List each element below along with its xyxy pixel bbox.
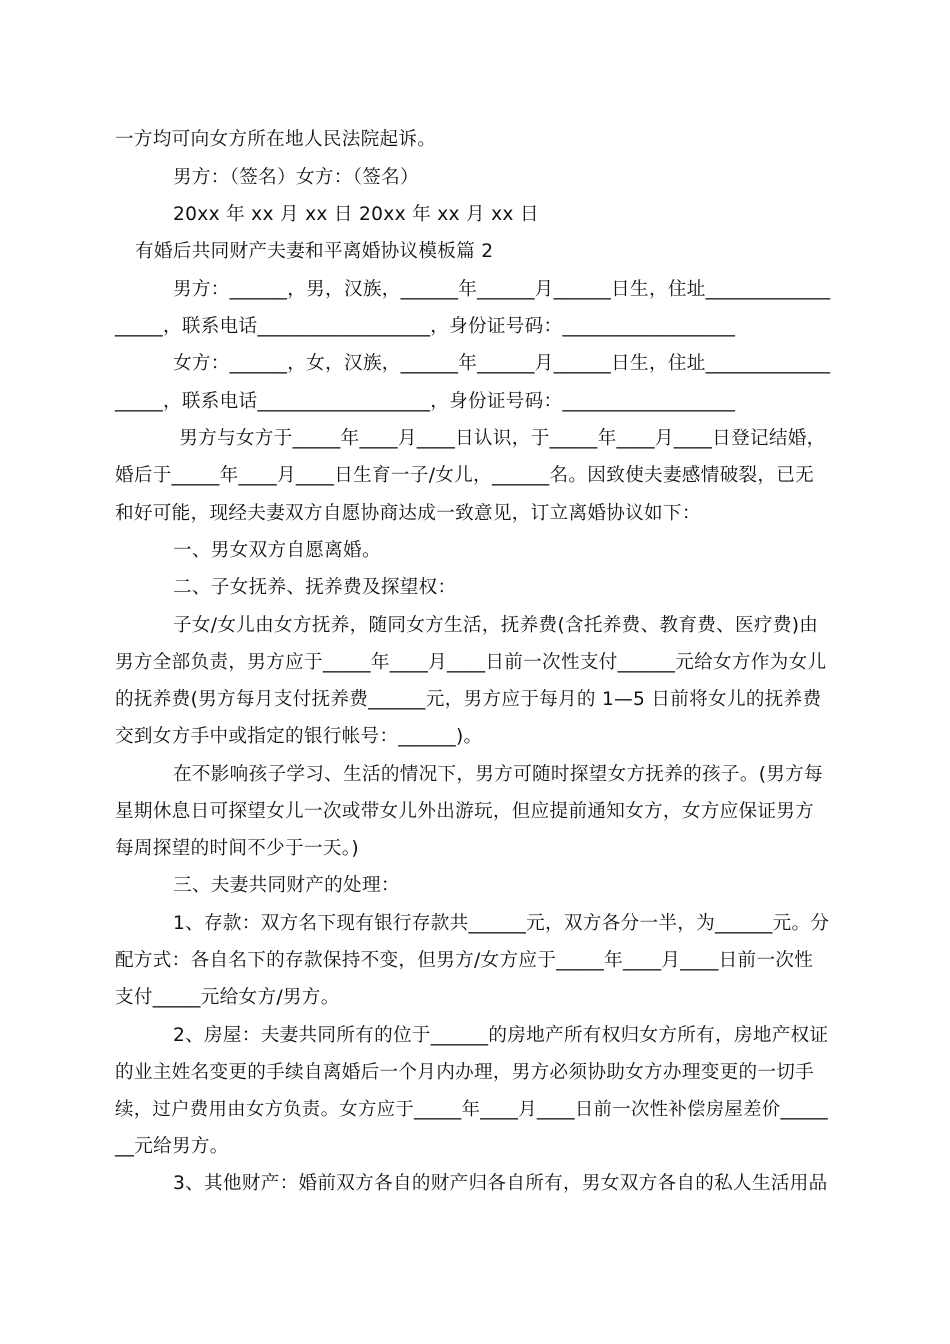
text-line: 男方全部负责，男方应于_____年____月____日前一次性支付______元给女方作为女儿 — [115, 652, 827, 673]
signature-line: 男方：（签名）女方：（签名） — [173, 167, 419, 188]
text-line: __元给男方。 — [115, 1136, 229, 1157]
text-line: _____，联系电话__________________，身份证号码：__________________ — [115, 391, 736, 412]
date-line: 20xx 年 xx 月 xx 日 20xx 年 xx 月 xx 日 — [173, 204, 539, 225]
section-title: 有婚后共同财产夫妻和平离婚协议模板篇 2 — [135, 241, 494, 262]
text-line: 婚后于_____年____月____日生育一子/女儿，______名。因致使夫妻感情破裂，已无 — [115, 465, 815, 486]
text-line: 3、其他财产：婚前双方各自的财产归各自所有，男女双方各自的私人生活用品 — [173, 1173, 828, 1194]
clause-heading: 三、夫妻共同财产的处理： — [173, 875, 400, 896]
text-line: 在不影响孩子学习、生活的情况下，男方可随时探望女方抚养的孩子。(男方每 — [173, 764, 823, 785]
text-line: 每周探望的时间不少于一天。) — [115, 838, 359, 859]
text-line: 女方：______，女，汉族，______年______月______日生，住址_____________ — [173, 353, 831, 374]
text-line: 和好可能，现经夫妻双方自愿协商达成一致意见，订立离婚协议如下： — [115, 503, 701, 524]
text-line: 男方：______，男，汉族，______年______月______日生，住址_____________ — [173, 279, 831, 300]
text-line: _____，联系电话__________________，身份证号码：__________________ — [115, 316, 736, 337]
clause-heading: 二、子女抚养、抚养费及探望权： — [173, 577, 457, 598]
text-line: 支付_____元给女方/男方。 — [115, 987, 340, 1008]
text-line: 男方与女方于_____年____月____日认识，于_____年____月____日登记结婚， — [173, 428, 826, 449]
text-line: 2、房屋：夫妻共同所有的位于______的房地产所有权归女方所有，房地产权证 — [173, 1025, 829, 1046]
text-line: 子女/女儿由女方抚养，随同女方生活，抚养费(含托养费、教育费、医疗费)由 — [173, 615, 819, 636]
text-line: 配方式：各自名下的存款保持不变，但男方/女方应于_____年____月____日前一次性 — [115, 950, 814, 971]
text-line: 星期休息日可探望女儿一次或带女儿外出游玩，但应提前通知女方，女方应保证男方 — [115, 801, 815, 822]
text-line: 1、存款：双方名下现有银行存款共______元，双方各分一半，为______元。分 — [173, 913, 830, 934]
clause-heading: 一、男女双方自愿离婚。 — [173, 540, 381, 561]
text-line: 续，过户费用由女方负责。女方应于_____年____月____日前一次性补偿房屋差价_____ — [115, 1099, 828, 1120]
text-line: 一方均可向女方所在地人民法院起诉。 — [115, 129, 437, 150]
text-line: 交到女方手中或指定的银行帐号：______)。 — [115, 726, 483, 747]
text-line: 的抚养费(男方每月支付抚养费______元，男方应于每月的 1—5 日前将女儿的抚养费 — [115, 689, 822, 710]
text-line: 的业主姓名变更的手续自离婚后一个月内办理，男方必须协助女方办理变更的一切手 — [115, 1062, 815, 1083]
